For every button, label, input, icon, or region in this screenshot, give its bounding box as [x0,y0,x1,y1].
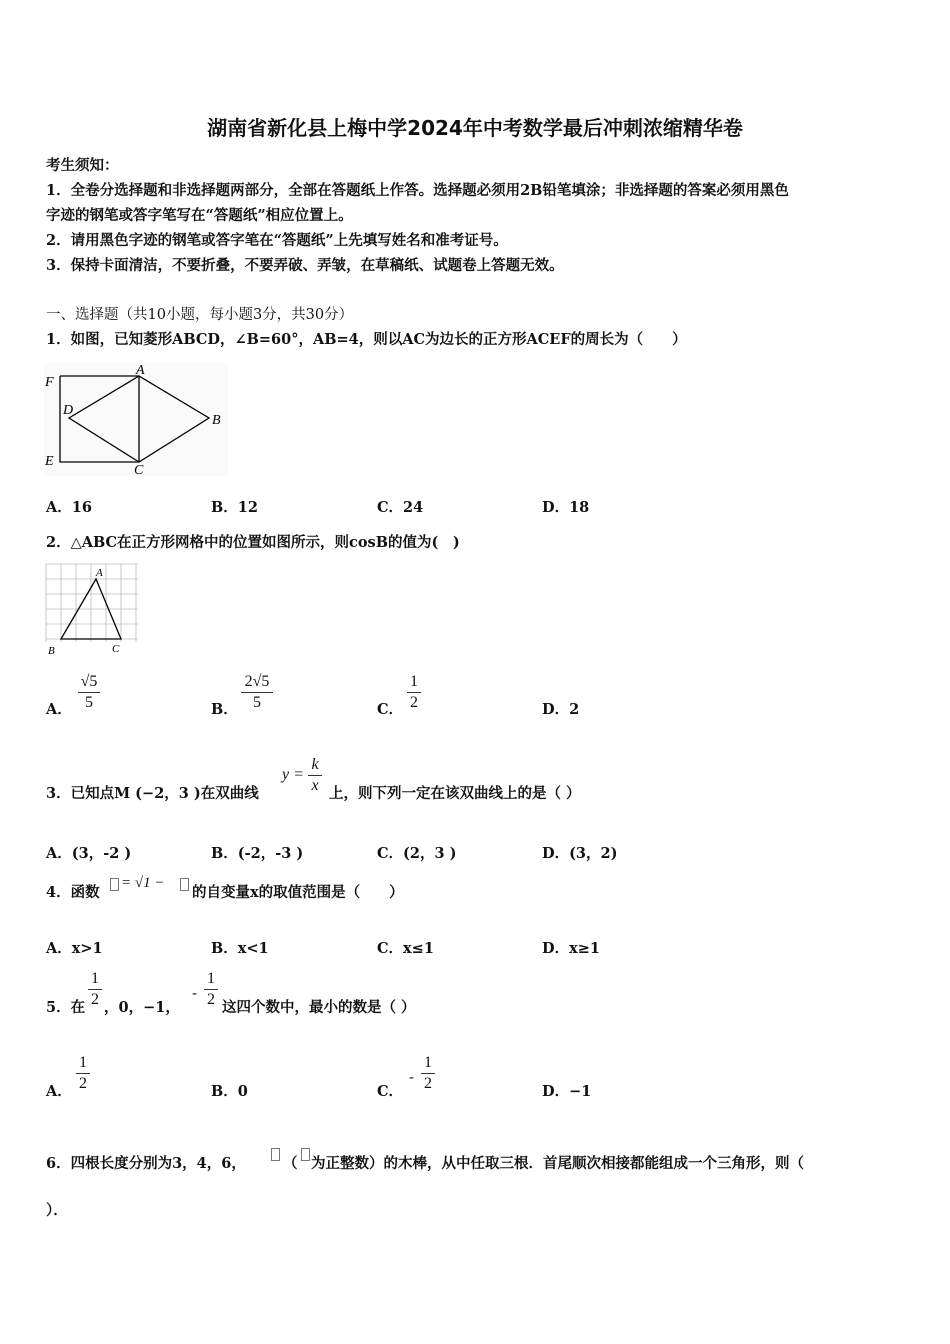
hyperbola-fraction [308,756,322,795]
q1-option-a: A．16 [46,499,92,516]
missing-symbol-box [301,1148,310,1161]
q1-option-b: B．12 [211,499,258,516]
notice-heading: 考生须知： [46,157,119,174]
q3-option-d: D．(3，2) [542,845,618,862]
q2-option-d: D．2 [542,701,580,718]
q2-option-a-label: A． [46,701,72,718]
question-4-pre: 4．函数 [46,884,100,901]
q4-option-d: D．x≥1 [542,940,600,957]
fraction-numerator: 1 [410,673,418,690]
fraction-numerator: 2√5 [244,673,270,690]
rhombus-square-figure [44,362,228,476]
question-3-pre: 3．已知点M (−2，3 )在双曲线 [46,785,259,802]
fraction-denominator: 2 [424,1075,432,1092]
figure-label-e: E [45,454,54,469]
question-6-post: 为正整数）的木棒，从中任取三根．首尾顺次相接都能组成一个三角形，则（ [311,1155,804,1172]
missing-symbol-box [271,1148,280,1161]
hyperbola-lhs: y = [282,766,304,783]
question-6-pre: 6．四根长度分别为3，4，6， [46,1155,246,1172]
question-5-post: 这四个数中，最小的数是（ ） [222,999,416,1016]
figure-label-f: F [45,375,54,390]
question-5-pre: 5．在 [46,999,86,1016]
q5-option-c-label: C． [377,1083,404,1100]
q5-fraction-half [88,970,102,1009]
fraction-denominator: 2 [207,991,215,1008]
figure-label-a: A [136,363,145,378]
q5-option-a-label: A． [46,1083,72,1100]
q5-option-a-fraction [76,1054,90,1093]
question-1-text: 1．如图，已知菱形ABCD，∠B=60°，AB=4，则以AC为边长的正方形ACEF的周长为（ ） [46,331,687,348]
question-5-mid: ，0，−1， [104,999,180,1016]
minus-sign: - [409,1068,415,1086]
fraction-numerator: k [311,756,319,773]
q5-fraction-neg-half [204,970,218,1009]
q5-option-c-fraction [421,1054,435,1093]
question-3-post: 上，则下列一定在该双曲线上的是（ ） [329,785,581,802]
notice-item: 2．请用黑色字迹的钢笔或答字笔在“答题纸”上先填写姓名和准考证号。 [46,232,508,249]
fraction-numerator: 1 [91,970,99,987]
q3-option-a: A．(3，-2 ) [46,845,132,862]
q4-option-c: C．x≤1 [377,940,434,957]
function-formula: = √1 − [121,875,165,891]
q4-option-b: B．x<1 [211,940,269,957]
figure-label-c: C [134,463,144,476]
triangle-grid-figure [44,562,142,658]
fraction-denominator: 2 [91,991,99,1008]
fraction-denominator: 5 [85,694,93,711]
figure-label-d: D [63,403,74,418]
q2-option-a-fraction [78,673,100,712]
missing-symbol-box [110,878,119,891]
q2-option-b-label: B． [211,701,238,718]
q5-option-d: D．−1 [542,1083,592,1100]
q5-option-b: B．0 [211,1083,248,1100]
figure-label-a: A [96,567,103,579]
fraction-numerator: √5 [80,673,98,690]
fraction-denominator: 2 [410,694,418,711]
q2-option-b-fraction [241,673,273,712]
fraction-numerator: 1 [424,1054,432,1071]
question-2-text: 2．△ABC在正方形网格中的位置如图所示，则cosB的值为( ) [46,534,460,551]
fraction-numerator: 1 [207,970,215,987]
question-6-tail: ）． [46,1202,68,1219]
figure-label-c: C [112,643,120,655]
fraction-denominator: 5 [253,694,261,711]
grid-lines [46,564,138,642]
notice-item: 字迹的钢笔或答字笔写在“答题纸”相应位置上。 [46,207,353,224]
fraction-denominator: x [311,777,319,794]
section-heading: 一、选择题（共10小题，每小题3分，共30分） [46,307,354,323]
q1-option-d: D．18 [542,499,590,516]
question-4-post: 的自变量x的取值范围是（ ） [192,884,404,901]
notice-item: 1．全卷分选择题和非选择题两部分，全部在答题纸上作答。选择题必须用2B铅笔填涂；非选择题的答案必须用黑色 [46,182,789,199]
figure-label-b: B [48,645,55,657]
q1-option-c: C．24 [377,499,424,516]
question-6-mid: （ [283,1155,298,1172]
q3-option-c: C．(2，3 ) [377,845,457,862]
missing-symbol-box [180,878,189,891]
minus-sign: - [192,984,198,1002]
q2-option-c-fraction [407,673,421,712]
q2-option-c-label: C． [377,701,404,718]
q3-option-b: B．(-2，-3 ) [211,845,304,862]
fraction-denominator: 2 [79,1075,87,1092]
page-title: 湖南省新化县上梅中学2024年中考数学最后冲刺浓缩精华卷 [207,116,743,140]
fraction-numerator: 1 [79,1054,87,1071]
q4-option-a: A．x>1 [46,940,103,957]
figure-label-b: B [212,413,221,428]
notice-item: 3．保持卡面清洁，不要折叠，不要弄破、弄皱，在草稿纸、试题卷上答题无效。 [46,257,564,274]
